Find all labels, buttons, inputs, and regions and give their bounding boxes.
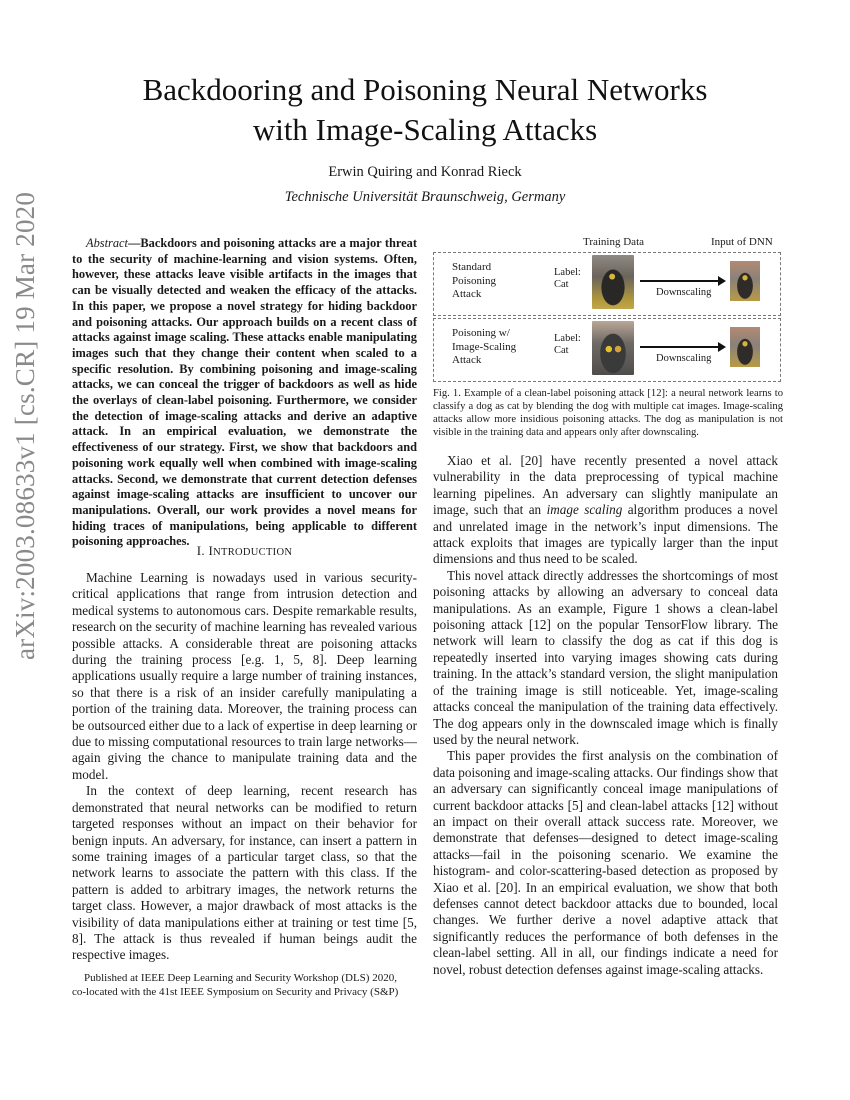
label-cat <box>554 333 581 357</box>
row-title-line: Image-Scaling <box>452 340 517 353</box>
arrow-right-icon <box>640 280 724 282</box>
downscaling-label: Downscaling <box>656 353 712 364</box>
row-title-line: Attack <box>452 288 482 300</box>
paragraph: Machine Learning is nowadays used in various security-critical applications that range from intrusion detection and medical systems to autonomous cars. Despite remarkable results, research on the security of machine learning has revealed various possible attacks. A considerable threat are poisoning attacks during the training process [e.g. 1, 5, 8]. Deep learning applications usually require a large number of training instances, so that there is a risk of an insider carefully manipulating a portion of the training data. Moreover, the training process can be outsourced either due to a lack of expertise in deep learning or due to missing computational resources to train large networks—again giving the chance to manipulate training data and the model. <box>72 570 417 782</box>
footnote-line-1: Published at IEEE Deep Learning and Security Workshop (DLS) 2020, <box>84 972 397 984</box>
label-caption: Label: <box>554 333 581 344</box>
row-title-line: Poisoning w/ <box>452 327 510 339</box>
label-caption: Label: <box>554 267 581 278</box>
arxiv-identifier-stamp: arXiv:2003.08633v1 [cs.CR] 19 Mar 2020 <box>10 191 40 660</box>
paper-title <box>0 70 850 150</box>
section-smallcaps: NTRODUCTION <box>213 547 293 558</box>
footnote-line-2: co-located with the 41st IEEE Symposium on Security and Privacy (S&P) <box>72 985 399 998</box>
title-line-2: with Image-Scaling Attacks <box>252 112 598 147</box>
paragraph <box>433 453 778 568</box>
abstract-text: Backdoors and poisoning attacks are a major threat to the security of machine-learning and vision systems. Often, however, these attacks leave visible artifacts in the images that can be visually detected and weaken the efficacy of the attacks. In this paper, we propose a novel strategy for hiding backdoor and poisoning attacks. Our approach builds on a recent class of attacks against image scaling. These attacks enable manipulating images such that they change their content when scaled to a specific resolution. By combining poisoning and image-scaling attacks, we can conceal the trigger of backdoors as well as hide the overlays of clean-label poisoning. Furthermore, we consider the detection of image-scaling attacks and derive an adaptive attack. In an empirical evaluation, we demonstrate the effectiveness of our strategy. First, we show that backdoors and poisoning work equally well when combined with image-scaling attacks. Second, we demonstrate that current detection defenses against image-scaling attacks are insufficient to uncover our manipulations. Overall, our work provides a novel means for hiding traces of manipulations, being applicable to different poisoning approaches. <box>72 236 417 549</box>
abstract-dash: — <box>128 236 141 250</box>
downscaling-label: Downscaling <box>656 287 712 298</box>
section-heading-introduction <box>72 543 417 559</box>
row-title <box>452 327 532 368</box>
arrow-right-icon <box>640 346 724 348</box>
affiliation: Technische Universität Braunschweig, Germany <box>284 189 566 205</box>
figure-1-caption: Fig. 1. Example of a clean-label poisoning attack [12]: a neural network learns to classify a dog as cat by blending the dog with multiple cat images. Image-scaling attacks allow more insidious poisoning attacks. The dog as manipulation is not visible in the training data and appears only after downscaling. <box>433 388 783 438</box>
training-image-standard <box>592 255 634 309</box>
paragraph: In the context of deep learning, recent research has demonstrated that neural networks can be modified to return targeted responses without an impact on their behavior for benign inputs. An adversary, for instance, can insert a pattern in some training images of a particular target class, so that the network learns to associate the pattern with this class. If the pattern is added to arbitrary images, the network returns the target class. However, a major drawback of most attacks is the visibility of data manipulations either at training or test time [5, 8]. The attack is thus revealed if human beings audit the respective images. <box>72 783 417 963</box>
row-title-line: Attack <box>452 354 482 366</box>
paragraph-text: algorithm produces a novel and unrelated image in the network’s input dimensions. The attack exploits that images are typically larger than the input dimensions and thus need to be scaled. <box>433 502 778 567</box>
dnn-input-image-image-scaling <box>730 327 760 367</box>
section-initial: I <box>208 543 214 558</box>
publication-footnote <box>72 972 417 999</box>
row-title <box>452 261 532 302</box>
title-line-1: Backdooring and Poisoning Neural Networks <box>142 72 708 107</box>
figure-row-image-scaling-poisoning <box>433 318 781 382</box>
intro-left-column <box>72 570 417 964</box>
section-numeral: I. <box>196 543 209 558</box>
label-value: Cat <box>554 345 569 356</box>
emphasis-text: image scaling <box>546 502 623 518</box>
intro-right-column <box>433 453 778 978</box>
figure-header-input-dnn: Input of DNN <box>711 236 773 248</box>
figure-row-standard-poisoning <box>433 252 781 316</box>
training-image-image-scaling <box>592 321 634 375</box>
label-cat <box>554 267 581 291</box>
paragraph: This novel attack directly addresses the shortcomings of most poisoning attacks by allowing an adversary to conceal data manipulations. As an example, Figure 1 shows a clean-label poisoning attack [12] on the popular TensorFlow library. The network will learn to classify the dog as cat if this dog is repeatedly inserted into varying images showing cats during training. In the attack’s standard version, the slight manipulation of the training image is still noticeable. Yet, image-scaling attacks conceal the manipulation of the training data effectively. The dog appears only in the downscaled image which is finally used by the neural network. <box>433 567 778 747</box>
abstract-paragraph <box>72 236 417 550</box>
row-title-line: Standard <box>452 261 492 273</box>
abstract-lead: Abstract <box>86 236 128 250</box>
dnn-input-image-standard <box>730 261 760 301</box>
figure-1 <box>433 236 783 386</box>
abstract <box>72 236 417 550</box>
paragraph: This paper provides the first analysis on the combination of data poisoning and image-scaling attacks. Our findings show that an adversary can significantly conceal image manipulations of current backdoor attacks [5] and clean-label attacks [12] without an impact on their overall attack success rate. Moreover, we demonstrate that defenses—designed to detect image-scaling attacks—fail in the poisoning scenario. We examine the histogram- and color-scattering-based detection as proposed by Xiao et al. [20]. In an empirical evaluation, we show that both defenses cannot detect backdoor attacks due to bounded, local changes. We further derive a novel adaptive attack that significantly reduces the performance of both defenses in the clean-label setting. All in all, our findings indicate a need for novel, robust detection defenses against image-scaling attacks. <box>433 748 778 977</box>
authors: Erwin Quiring and Konrad Rieck <box>328 164 522 180</box>
row-title-line: Poisoning <box>452 274 497 287</box>
label-value: Cat <box>554 279 569 290</box>
figure-header-training-data: Training Data <box>583 236 645 248</box>
paragraph-text: Xiao et al. [20] have recently presented a novel attack vulnerability in the data preprocessing of typical machine learning pipelines. An adversary can slightly manipulate an image, such that an <box>433 453 778 518</box>
